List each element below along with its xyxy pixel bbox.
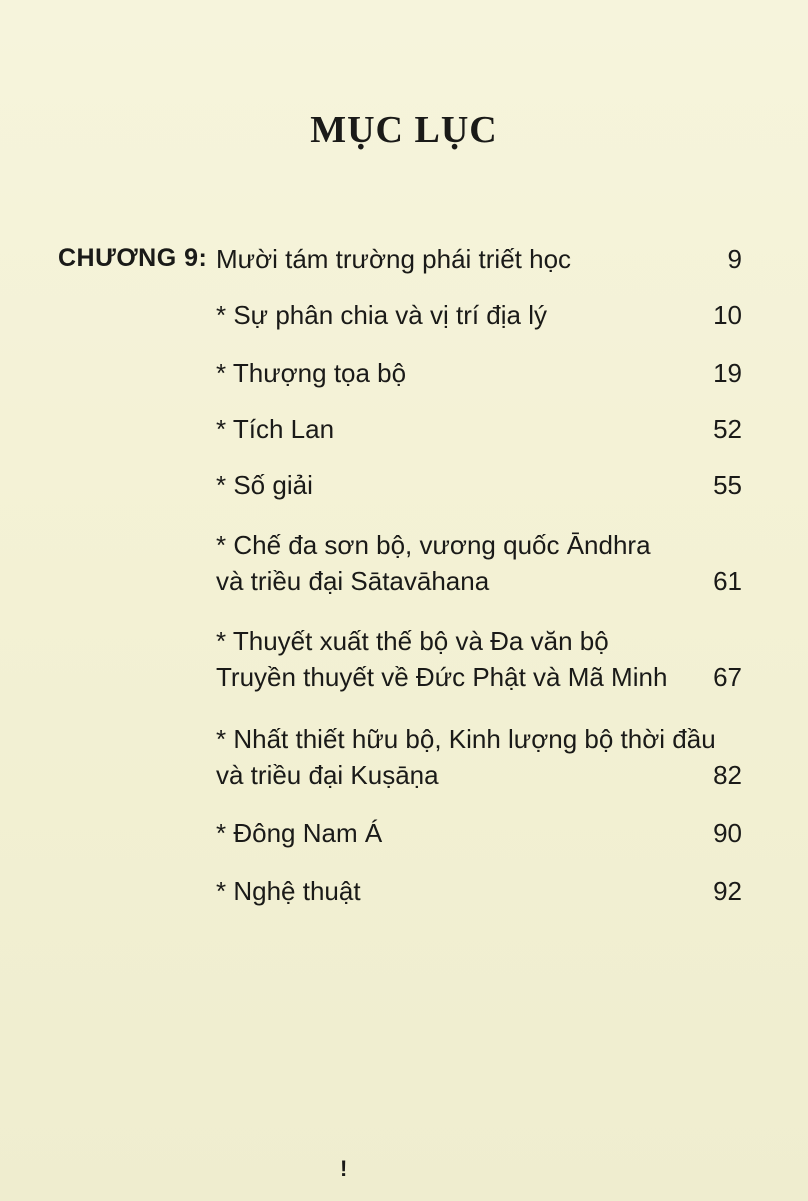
toc-entry-text: * Nghệ thuật (216, 876, 361, 906)
toc-entry-text: và triều đại Sātavāhana (216, 566, 490, 596)
toc-entry-page: 82 (713, 760, 742, 790)
toc-entry-page: 92 (713, 876, 742, 906)
page-title: MỤC LỤC (310, 109, 498, 151)
chapter-title: Mười tám trường phái triết học (216, 244, 572, 274)
toc-entry-text: * Tích Lan (216, 414, 335, 444)
toc-entry-text: * Thượng tọa bộ (216, 358, 407, 388)
footer-mark: ! (340, 1156, 348, 1181)
chapter-page-number: 9 (727, 244, 742, 274)
toc-entry-page: 55 (713, 470, 742, 500)
toc-entry-page: 67 (713, 662, 742, 692)
toc-entry-page: 90 (713, 818, 742, 848)
toc-entry-page: 10 (713, 300, 742, 330)
toc-entry-text: Truyền thuyết về Đức Phật và Mã Minh (216, 662, 668, 692)
toc-entry-page: 61 (713, 566, 742, 596)
toc-entry-text: * Số giải (216, 470, 313, 500)
toc-entry-text: * Chế đa sơn bộ, vương quốc Āndhra (216, 530, 651, 560)
toc-entry-text: * Sự phân chia và vị trí địa lý (216, 300, 548, 330)
toc-entry-text: * Nhất thiết hữu bộ, Kinh lượng bộ thời đầu (216, 724, 716, 754)
toc-entry-page: 52 (713, 414, 742, 444)
toc-entry-page: 19 (713, 358, 742, 388)
chapter-label: CHƯƠNG 9: (58, 244, 208, 272)
toc-entry-text: * Thuyết xuất thế bộ và Đa văn bộ (216, 626, 609, 656)
toc-entry-text: * Đông Nam Á (216, 818, 383, 848)
toc-entry-text: và triều đại Kuṣāṇa (216, 760, 439, 790)
